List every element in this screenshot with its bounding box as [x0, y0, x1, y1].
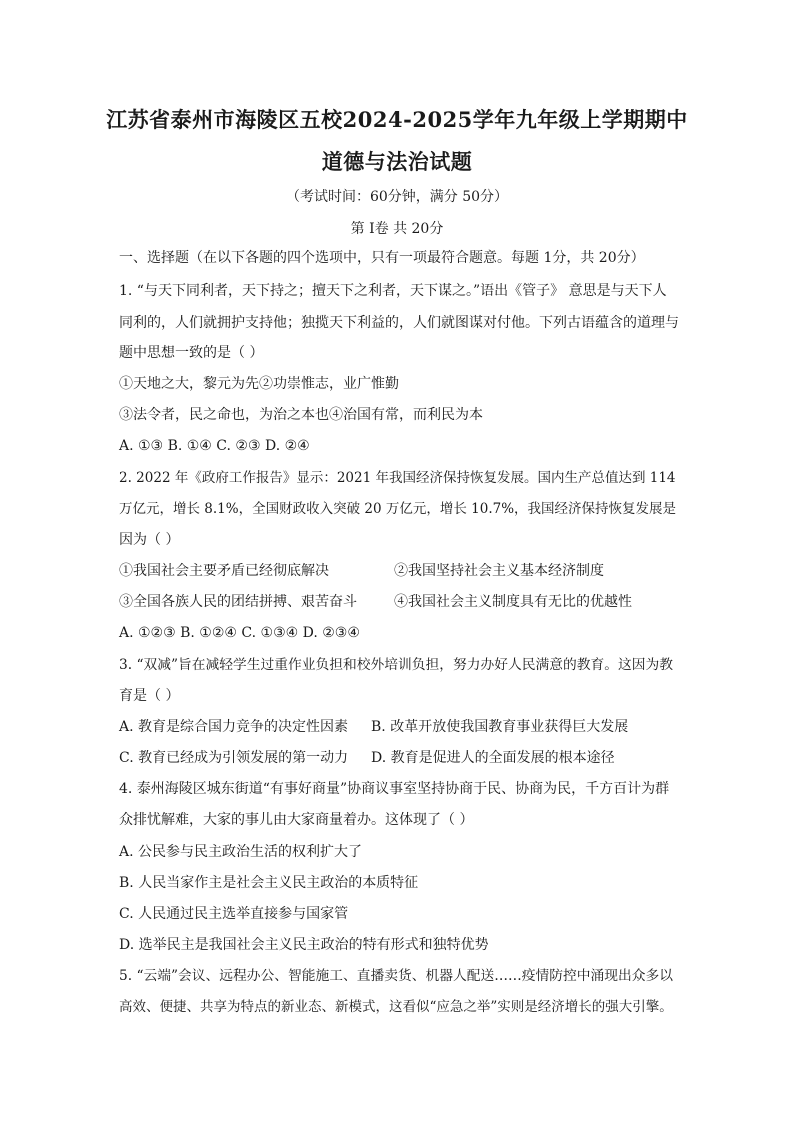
q2-stem-line3: 因为（ ）: [119, 532, 180, 548]
q3-option-c: C. 教育已经成为引领发展的第一动力: [119, 750, 349, 766]
q2-statement-2: ②我国坚持社会主义基本经济制度: [394, 563, 604, 579]
exam-title-line1: 江苏省泰州市海陵区五校2024-2025学年九年级上学期期中: [106, 107, 688, 132]
q4-option-c: C. 人民通过民主选举直接参与国家管: [119, 906, 349, 922]
q2-statement-1: ①我国社会主要矛盾已经彻底解决: [119, 563, 329, 579]
q2-stem-line1: 2. 2022 年《政府工作报告》显示：2021 年我国经济保持恢复发展。国内生产总值达到 114: [119, 470, 676, 486]
exam-title-line2: 道德与法治试题: [321, 149, 473, 174]
q2-stem-line2: 万亿元，增长 8.1%，全国财政收入突破 20 万亿元，增长 10.7%，我国经济保持恢复发展是: [119, 501, 677, 517]
q2-statement-3: ③全国各族人民的团结拼搏、艰苦奋斗: [119, 594, 357, 610]
q3-option-d: D. 教育是促进人的全面发展的根本途径: [371, 750, 615, 766]
q3-option-a: A. 教育是综合国力竞争的决定性因素: [119, 719, 349, 735]
q1-statements-1: ①天地之大，黎元为先②功崇惟志，业广惟勤: [119, 376, 399, 392]
q2-options: A. ①②③ B. ①②④ C. ①③④ D. ②③④: [119, 625, 360, 641]
q1-statements-2: ③法令者，民之命也，为治之本也④治国有常，而利民为本: [119, 407, 483, 423]
section-heading: 一、选择题（在以下各题的四个选项中，只有一项最符合题意。每题 1分，共 20分）: [119, 250, 645, 266]
q3-option-b: B. 改革开放使我国教育事业获得巨大发展: [371, 719, 629, 735]
q4-stem-line2: 众排忧解难，大家的事儿由大家商量着办。这体现了（ ）: [119, 812, 474, 828]
q5-stem-line1: 5. “云端”会议、远程办公、智能施工、直播卖货、机器人配送……疫情防控中涌现出众多以: [119, 968, 674, 984]
volume-label: 第 I卷 共 20分: [350, 221, 444, 237]
q4-option-b: B. 人民当家作主是社会主义民主政治的本质特征: [119, 875, 419, 891]
q2-statement-4: ④我国社会主义制度具有无比的优越性: [394, 594, 632, 610]
q1-stem-line3: 题中思想一致的是（ ）: [119, 345, 264, 361]
q3-stem-line2: 育是（ ）: [119, 688, 180, 704]
q3-stem-line1: 3. “双减”旨在减轻学生过重作业负担和校外培训负担，努力办好人民满意的教育。这因为教: [119, 657, 674, 673]
q1-options: A. ①③ B. ①④ C. ②③ D. ②④: [119, 438, 310, 454]
q4-option-a: A. 公民参与民主政治生活的权利扩大了: [119, 844, 363, 860]
q1-stem-line2: 同利的，人们就拥护支持他；独揽天下利益的，人们就图谋对付他。下列古语蕴含的道理与: [119, 315, 679, 331]
q5-stem-line2: 高效、便捷、共享为特点的新业态、新模式，这看似“应急之举”实则是经济增长的强大引擎。: [119, 999, 673, 1015]
exam-info: （考试时间：60分钟，满分 50分）: [285, 189, 509, 205]
q4-stem-line1: 4. 泰州海陵区城东街道“有事好商量”协商议事室坚持协商于民、协商为民，千方百计为群: [119, 781, 670, 797]
q4-option-d: D. 选举民主是我国社会主义民主政治的特有形式和独特优势: [119, 937, 489, 953]
q1-stem-line1: 1. “与天下同利者，天下持之；擅天下之利者，天下谋之。”语出《管子》 意思是与天下人: [119, 283, 667, 299]
